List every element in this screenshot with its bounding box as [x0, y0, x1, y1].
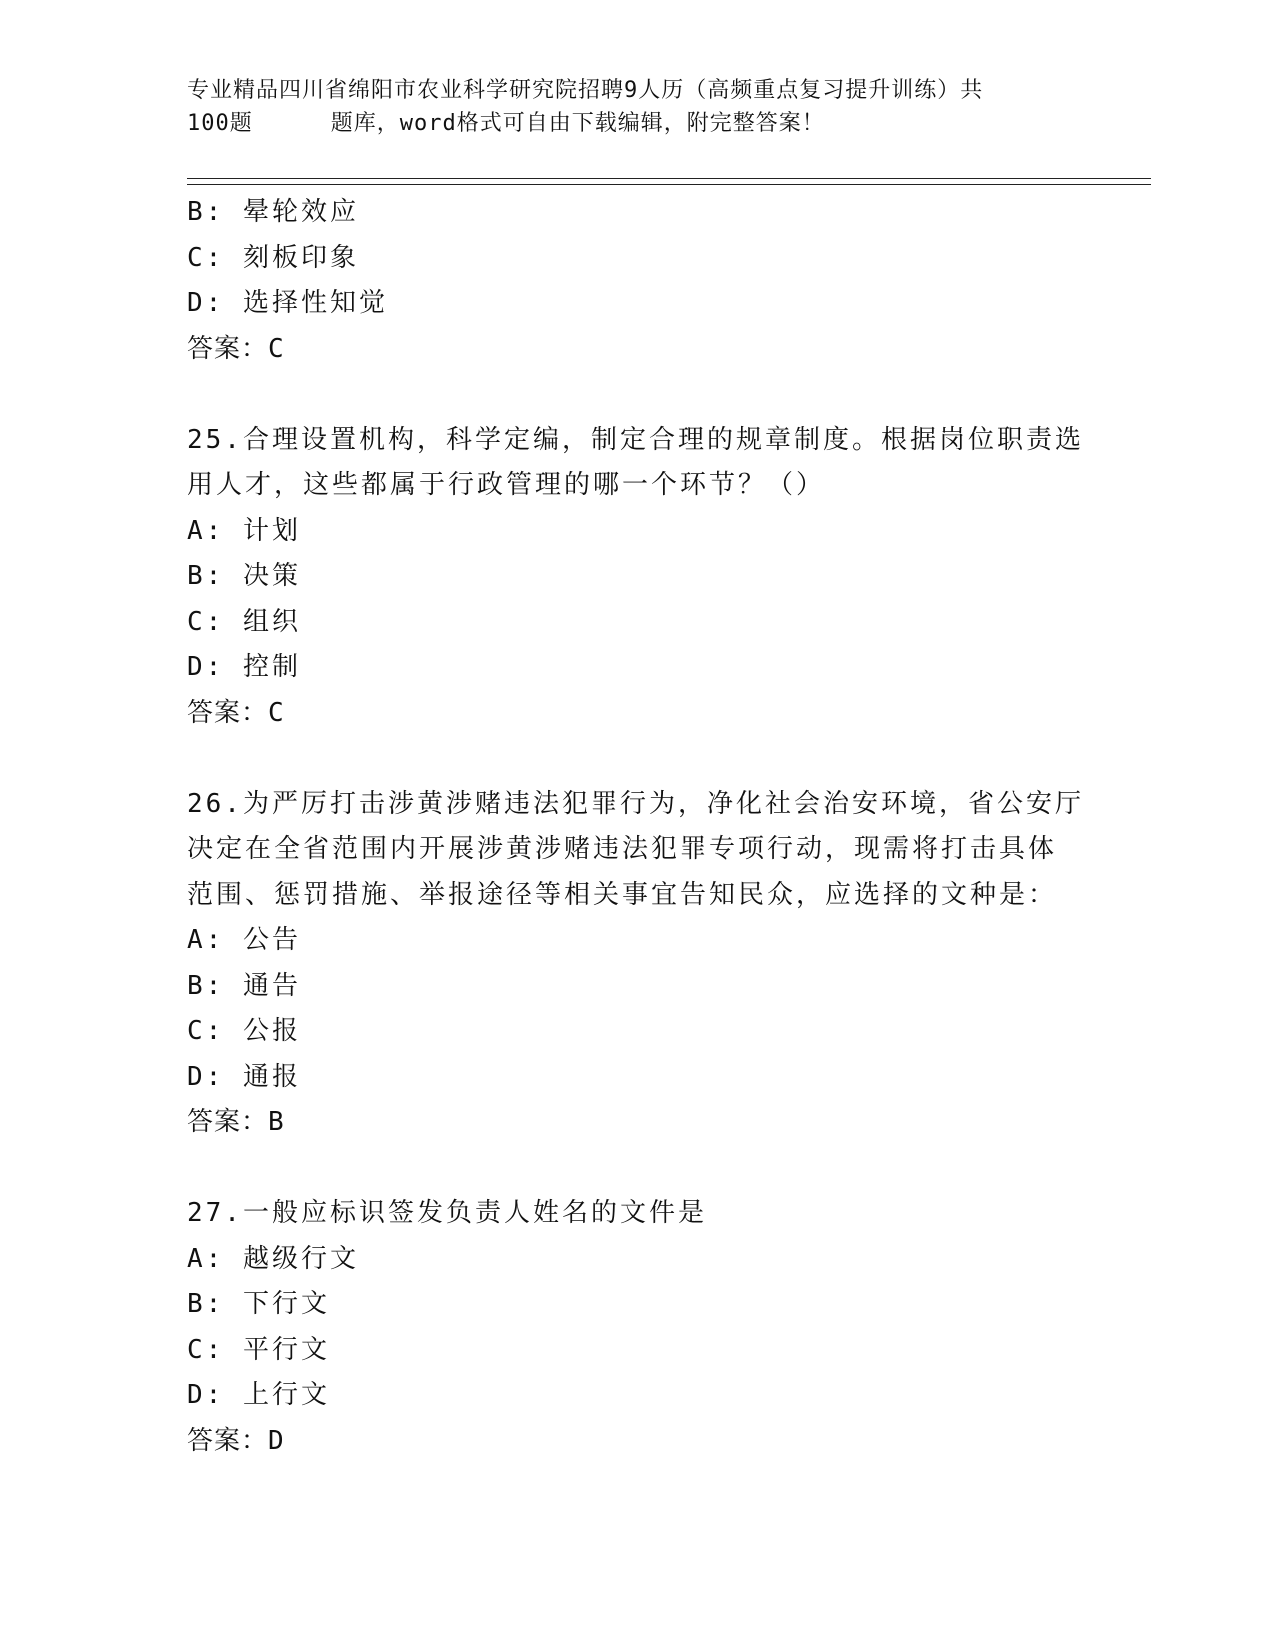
question-27: [187, 1191, 1087, 1464]
option-b: B: 决策: [187, 561, 301, 591]
question-stem-line: 27.一般应标识签发负责人姓名的文件是: [187, 1198, 707, 1228]
document-header: [187, 74, 1087, 140]
option-b: B: 晕轮效应: [187, 197, 359, 227]
question-stem-line: 决定在全省范围内开展涉黄涉赌违法犯罪专项行动，现需将打击具体: [187, 834, 1058, 864]
option-b: B: 通告: [187, 970, 301, 1001]
option-d: D: 控制: [187, 652, 301, 682]
answer-line: 答案：D: [187, 1425, 285, 1456]
header-title-line1: 专业精品四川省绵阳市农业科学研究院招聘9人历（高频重点复习提升训练）共: [187, 78, 984, 103]
spacer: [187, 1146, 1087, 1192]
question-stem-line: 25.合理设置机构，科学定编，制定合理的规章制度。根据岗位职责选: [187, 424, 1084, 455]
option-a: A: 越级行文: [187, 1243, 359, 1274]
option-d: D: 上行文: [187, 1380, 330, 1410]
header-subtitle: 题库，word格式可自由下载编辑，附完整答案！: [330, 111, 825, 136]
header-question-count: 100题: [187, 111, 253, 136]
header-rule-top: [187, 178, 1151, 179]
question-stem-line: 26.为严厉打击涉黄涉赌违法犯罪行为，净化社会治安环境，省公安厅: [187, 788, 1084, 819]
option-c: C: 平行文: [187, 1334, 330, 1365]
spacer: [187, 736, 1087, 782]
option-c: C: 刻板印象: [187, 242, 359, 273]
option-d: D: 通报: [187, 1061, 301, 1092]
question-stem-line: 范围、惩罚措施、举报途径等相关事宜告知民众，应选择的文种是：: [187, 879, 1058, 910]
answer-line: 答案：B: [187, 1107, 285, 1137]
option-d: D: 选择性知觉: [187, 288, 388, 318]
question-stem-line: 用人才，这些都属于行政管理的哪一个环节？（）: [187, 470, 826, 500]
answer-line: 答案：C: [187, 333, 285, 364]
option-a: A: 公告: [187, 925, 301, 955]
question-26: [187, 782, 1087, 1146]
question-24-tail: [187, 190, 1087, 372]
header-rule-bottom: [187, 184, 1151, 185]
option-b: B: 下行文: [187, 1289, 330, 1319]
option-c: C: 公报: [187, 1016, 301, 1046]
spacer: [187, 372, 1087, 418]
option-a: A: 计划: [187, 515, 301, 546]
question-list: [187, 190, 1087, 1464]
option-c: C: 组织: [187, 606, 301, 637]
question-25: [187, 418, 1087, 737]
answer-line: 答案：C: [187, 697, 285, 728]
header-title-line2: [187, 107, 1087, 140]
